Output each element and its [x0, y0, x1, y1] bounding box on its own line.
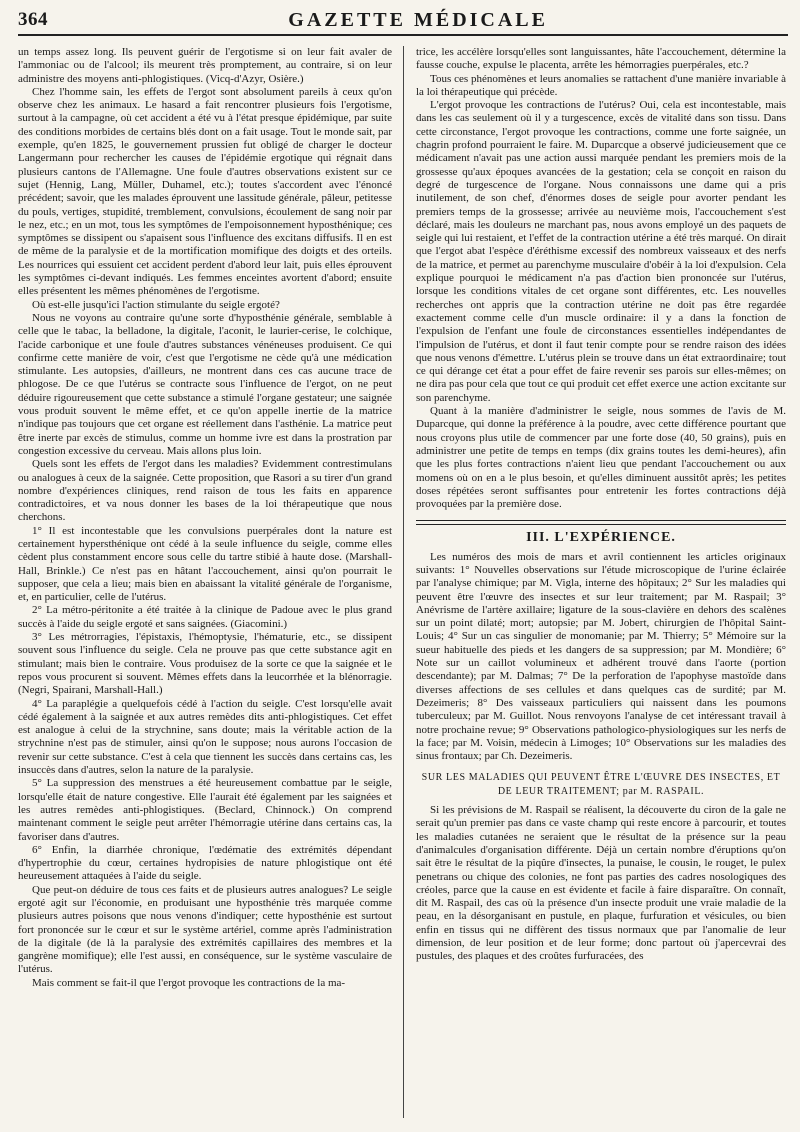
article-title: SUR LES MALADIES QUI PEUVENT ÊTRE L'ŒUVRE DES INSECTES, ET DE LEUR TRAITEMENT; par M. RASPAIL.: [421, 772, 781, 797]
section-rule: [416, 520, 786, 521]
page-number: 364: [18, 9, 48, 30]
paragraph: 2° La métro-péritonite a été traitée à la clinique de Padoue avec le plus grand succès à l'aide du seigle ergoté et sans saignées. (Giacomini.): [18, 604, 392, 630]
right-column: [416, 46, 786, 1124]
paragraph: Tous ces phénomènes et leurs anomalies se rattachent d'une manière invariable à la loi thérapeutique qui précède.: [416, 72, 786, 98]
paragraph: 4° La paraplégie a quelquefois cédé à l'action du seigle. C'est lorsqu'elle avait cédé également à la saignée et aux autres remèdes dits anti-phlogistiques. Cet effet est analogue à celui de la strychnine, sans doute; mais la véritable action de la strychnine n'est pas de stimuler, ainsi qu'on le suppose; nous aurons l'occasion de revenir sur cette substance. C'est à cela que tiennent les succès dans certains cas, les insuccès dans d'autres, selon la nature de la paralysie.: [18, 697, 392, 777]
paragraph: trice, les accélère lorsqu'elles sont languissantes, hâte l'accouchement, détermine la fausse couche, expulse le placenta, arrête les hémorragies puerpérales, etc.?: [416, 46, 786, 72]
paragraph: Où est-elle jusqu'ici l'action stimulante du seigle ergoté?: [32, 298, 280, 311]
paragraph: 1° Il est incontestable que les convulsions puerpérales dont la nature est certainement hypersthénique ont cédé à la seule influence du seigle, comme elles cèdent plus constamment encore sous celle du tartre stibié à haute dose. (Marshall-Hall, Brinkle.) Ce n'est pas en hâtant l'accouchement, ainsi qu'on pourrait le supposer, que cela a lieu; mais bien en abaissant la vitalité générale de l'organisme, et, en particulier, celle de l'utérus.: [18, 524, 392, 604]
paragraph: Nous ne voyons au contraire qu'une sorte d'hyposthénie générale, semblable à celle que le tabac, la belladone, la digitale, l'aconit, le laurier-cerise, le colchique, l'acide carbonique et une foule d'autres substances vénéneuses produisent. Ce qui confirme cette manière de voir, c'est que l'ergotisme ne cède qu'à une médication stimulante. Les autopsies, d'ailleurs, ne montrent dans ces cas aucune trace de phlogose. De ce que l'utérus se contracte sous l'influence de l'ergot, on ne peut déduire rigoureusement que cette substance a stimulé l'organe gestateur; une saignée vous produit souvent le même effet, et ce qu'on appelle inertie de la matrice n'indique pas toujours que cet organe est réellement dans l'asthénie. La matrice peut être inerte par excès de stimulus, comme un homme ivre est dans la prostration par congestion excessive du cerveau. Mais allons plus loin.: [18, 311, 392, 457]
paragraph: Quant à la manière d'administrer le seigle, nous sommes de l'avis de M. Duparcque, qui donne la préférence à la poudre, avec cette différence pourtant que nous croyons plus utile de commencer par une forte dose (40, 50 grains), puis en administrer une petite de temps en temps (dix grains toutes les demi-heures), afin que les plus fortes contractions n'aient lieu que pendant l'accouchement ou aux momens où on en a le plus besoin, et qu'elles diminuent aussitôt après; les petites doses répétées seront suffisantes pour entretenir les fortes contractions déjà provoquées par la première dose.: [416, 405, 786, 511]
paragraph: Mais comment se fait-il que l'ergot provoque les contractions de la ma-: [32, 976, 346, 989]
section-rule: [416, 524, 786, 525]
paragraph: L'ergot provoque les contractions de l'utérus? Oui, cela est incontestable, mais dans les cas seulement où il y a turgescence, excès de vitalité dans son tissu. Dans cette circonstance, l'ergot provoque les contractions, comme une forte saignée, un chagrin profond pourraient le faire. M. Duparcque a observé judicieusement que ce médicament n'avait pas une action aussi marquée pendant les premiers mois de la grossesse qu'aux époques avancées de la gestation; cela se conçoit en raison du degré de turgescence de l'organe. Nous connaissons une dame qui a pris inutilement, de son chef, d'énormes doses de seigle pour avorter pendant les premiers temps de la grossesse; arrivée au neuvième mois, l'accouchement s'est déclaré, mais les douleurs ne marchant pas, nous avons employé un des paquets de seigle qui lui restaient, et l'effet de la contraction utérine a été très marqué. On dirait que l'ergot abat l'espèce d'éréthisme excessif des nombreux vaisseaux et des nerfs de la matrice, et permet au parenchyme musculaire d'obéir à la loi d'expulsion. Cela explique pourquoi le médicament n'a pas d'action bien prononcée sur l'utérus, lorsque les conditions vitales de cet organe sont différentes, etc. Les nouvelles recherches ont appris que la contraction utérine ne doit pas être regardée exactement comme celle d'un muscle ordinaire: il y a dans la fonction de l'expulsion de l'enfant une foule de circonstances essentielles indépendantes de l'impulsion de l'utérus, et dont il faut tenir compte pour se rendre raison des idées que nous venons d'émettre. L'utérus plein se trouve dans un état extraordinaire; tout ce qui dérange cet état a pour effet de faire revenir ses parois sur elles-mêmes; on ne dira pas pour cela que tout ce qui produit cet effet exerce une action excitante sur son parenchyme.: [416, 99, 786, 404]
column-divider: [403, 46, 404, 1118]
paragraph: Chez l'homme sain, les effets de l'ergot sont absolument pareils à ceux qu'on observe chez les animaux. Le hasard a fait rencontrer plusieurs fois l'ergotisme, surtout à la campagne, où cet accident a été vu à l'état presque épidémique, par suite des conditions morbides de certains blés dont on a fait usage. Tout le monde sait, par exemple, qu'en 1825, le gouvernement prussien fut obligé de charger le docteur Langermann pour rechercher les causes de l'épidémie ergotique qui régnait dans plusieurs cantons de l'Allemagne. Une foule d'autres observations existent sur ce sujet (Hennig, Lang, Müller, Duhamel, etc.); toutes s'accordent avec l'énoncé précédent; savoir, que les malades éprouvent une lassitude générale, pâleur, petitesse du pouls, vertiges, stupidité, tremblement, convulsions, écoulement de sang noir par le nez, etc.; en un mot, tous les symptômes de l'empoisonnement hyposthénique; ces symptômes se dissipent ou s'apaisent sous l'influence des excitans diffusifs. Il en est de même de la paralysie et de la mortification momifique des doigts et des orteils. Les nourrices qui essuient cet accident perdent d'abord leur lait, puis elles éprouvent les symptômes ci-devant indiqués. Les femmes enceintes avortent d'abord; ensuite elles présentent les mêmes phénomènes de l'ergotisme.: [18, 85, 392, 298]
journal-title: GAZETTE MÉDICALE: [288, 8, 548, 31]
section-title: III. L'EXPÉRIENCE.: [526, 530, 676, 546]
paragraph: Que peut-on déduire de tous ces faits et de plusieurs autres analogues? Le seigle ergoté agit sur l'économie, en produisant une hyposthénie très marquée comme plusieurs autres poisons que nous venons d'indiquer; cette hyposthénie est surtout fort prononcée sur le cœur et sur le système artériel, comme après l'administration de la digitale (de là la paralysie des extrémités capillaires des membres et la gangrène momifique); elle l'est aussi, en conséquence, sur le système vasculaire de l'utérus.: [18, 883, 392, 976]
paragraph: un temps assez long. Ils peuvent guérir de l'ergotisme si on leur fait avaler de l'ammoniac ou de l'alcool; ils meurent très promptement, au contraire, si on leur administre des moyens anti-phlogistiques. (Vicq-d'Azyr, Osière.): [18, 46, 392, 85]
paragraph: Quels sont les effets de l'ergot dans les maladies? Evidemment contrestimulans ou analogues à ceux de la saignée. Cette proposition, que Rasori a su tirer d'un grand nombre d'expériences cliniques, rend raison de tous les faits en apparence contradictoires, et va nous donner les bases de la loi thérapeutique que nous cherchons.: [18, 458, 392, 524]
section-intro: Les numéros des mois de mars et avril contiennent les articles originaux suivants: 1° Nouvelles observations sur l'étude microscopique de l'urine éclairée par l'analyse chimique; par M. Vigla, interne des hôpitaux; 2° Sur les maladies qui peuvent être l'œuvre des insectes et sur leur traitement; par M. Raspail; 3° Anévrisme de l'artère axillaire; ligature de la sous-clavière en dehors des scalènes sur un point dilaté; mort; autopsie; par M. Jobert, chirurgien de l'hôpital Saint-Louis; 4° Sur un cas singulier de monomanie; par M. Thierry; 5° Mémoire sur la sueur habituelle des pieds et les dangers de sa suppression; par M. Mondière; 6° Note sur un caillot volumineux et adhérent trouvé dans l'aorte (portion descendante); par M. Dalmas; 7° De la perforation de l'apophyse mastoïde dans diverses affections de ses cellules et dans quelques cas de surdité; par M. Dezeimeris; 8° Des vaisseaux particuliers qui naissent dans les poumons tuberculeux; par M. Guillot. Nous renvoyons l'analyse de cet intéressant travail à notre prochaine revue; 9° Observations pathologico-physiologiques sur les nerfs de la face; par M. Voisin, médecin à Limoges; 10° Observations sur les maladies des sinus frontaux; par Ch. Dezeimeris.: [416, 550, 786, 763]
article-text: Si les prévisions de M. Raspail se réalisent, la découverte du ciron de la gale ne serait qu'un premier pas dans ce vaste champ qui reste encore à parcourir, et toutes les maladies cutanées ne seraient que le résultat de la présence sur la peau d'animalcules d'organisation différente. Déjà un certain nombre d'éruptions qu'on sait être le résultat de la piqûre d'insectes, la punaise, le cousin, le rouget, le pulex penetrans ou chique des colonies, ne font pas parties des cadres nosologiques des créoles, parce que la cause en est évidente et facile à faire disparaître. On connaît, dit M. Raspail, des cas où la présence d'un insecte produit une vraie maladie de la peau, en la désorganisant en pustule, en plaque, furfuration et vésicules, ou bien enfin en tissus qui ne diffèrent des tissus normaux que par l'anomalie de leur dimension, de leur position et de leur forme; donc partout où j'apercevrai des pustules, des plaques et des croûtes furfuracées, des: [416, 804, 786, 963]
paragraph: 3° Les métrorragies, l'épistaxis, l'hémoptysie, l'hématurie, etc., se dissipent souvent sous l'influence du seigle. Cela ne prouve pas que cette substance agit en stimulant; mais bien le contraire. Vous produisez de la sorte ce que la saignée et le repos vous procurent si souvent. Mêmes effets dans la leucorrhée et la blénorragie. (Negri, Spairani, Marshall-Hall.): [18, 631, 392, 697]
paragraph: 6° Enfin, la diarrhée chronique, l'œdématie des extrémités dépendant d'hypertrophie du cœur, certaines hydropisies de nature phlogistique ont été heureusement attaquées à l'aide du seigle.: [18, 843, 392, 883]
page-header: [18, 6, 788, 36]
left-column: [18, 46, 392, 1124]
paragraph: 5° La suppression des menstrues a été heureusement combattue par le seigle, lorsqu'elle était de nature congestive. Elle l'aurait été également par les saignées et les autres remèdes anti-phlogistiques. (Beclard, Chinnock.) On comprend maintenant comment le seigle peut arrêter l'hémorragie utérine dans certains cas, la favoriser dans d'autres.: [18, 777, 392, 843]
